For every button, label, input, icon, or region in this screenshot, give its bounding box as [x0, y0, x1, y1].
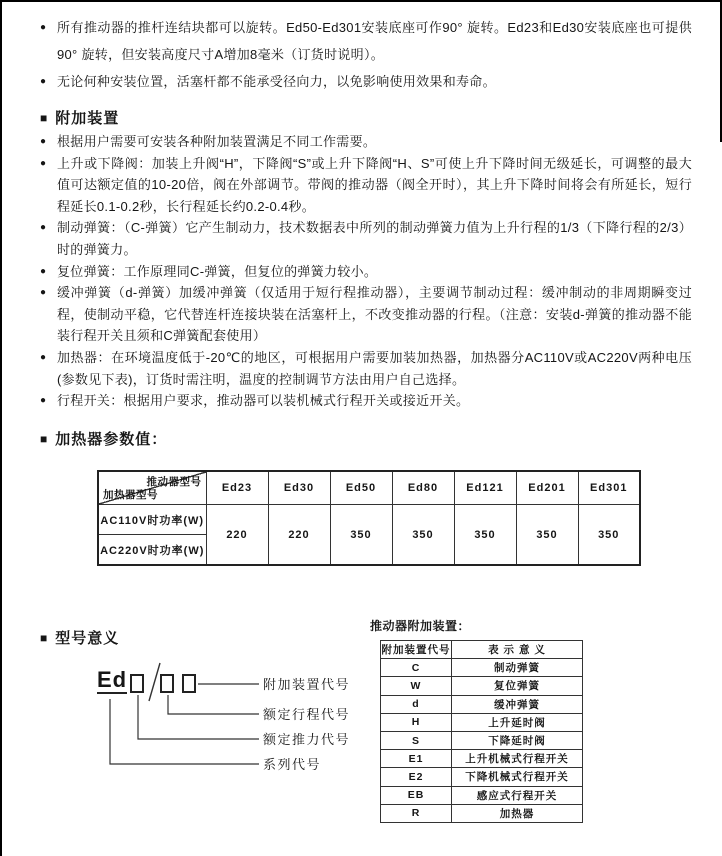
heater-table-column-header: Ed23 — [206, 471, 268, 505]
table-row — [381, 713, 583, 731]
table-row — [381, 695, 583, 713]
accessory-code-cell: EB — [381, 786, 452, 804]
heater-table — [97, 470, 641, 566]
section-title: 型号意义 — [55, 630, 120, 647]
model-accessory-box — [182, 674, 196, 693]
accessories-list — [40, 131, 692, 412]
bullet-icon: ● — [40, 136, 47, 147]
accessory-code-cell: S — [381, 731, 452, 749]
bullet-icon: ● — [40, 222, 47, 234]
model-label-stroke-code: 额定行程代号 — [263, 707, 351, 722]
accessory-codes-column-header: 附加装置代号 — [381, 641, 452, 659]
bullet-icon: ● — [40, 22, 47, 33]
model-series-code: Ed — [97, 667, 128, 692]
heater-table-value-cell: 350 — [330, 505, 392, 566]
accessory-meaning-cell: 感应式行程开关 — [452, 786, 583, 804]
heater-table-column-header: Ed30 — [268, 471, 330, 505]
accessory-code-cell: E1 — [381, 750, 452, 768]
model-thrust-box — [130, 674, 144, 693]
accessory-codes-table — [380, 640, 583, 823]
accessory-code-cell: d — [381, 695, 452, 713]
accessory-meaning-cell: 下降延时阀 — [452, 731, 583, 749]
accessory-meaning-cell: 加热器 — [452, 804, 583, 822]
bullet-icon: ● — [40, 395, 47, 407]
list-item — [40, 14, 692, 68]
accessory-meaning-cell: 下降机械式行程开关 — [452, 768, 583, 786]
table-row — [381, 768, 583, 786]
model-stroke-box — [160, 674, 174, 693]
heater-table-body — [98, 471, 640, 565]
section-header-model — [40, 627, 119, 648]
intro-list — [40, 14, 692, 95]
bullet-text: 复位弹簧：工作原理同C-弹簧，但复位的弹簧力较小。 — [57, 263, 378, 279]
accessory-codes-table-body — [381, 641, 583, 823]
bullet-text: 缓冲弹簧（d-弹簧）加缓冲弹簧（仅适用于短行程推动器），主要调节制动过程：缓冲制动的非周期瞬变过程，使制动平稳，它代替连杆连接块装在活塞杆上，不改变推动器的行程。（注意：安装d-弹簧的推动器不能装行程开关且须和C弹簧配套使用） — [57, 285, 692, 344]
table-row — [381, 731, 583, 749]
accessory-codes-title: 推动器附加装置： — [370, 619, 471, 633]
corner-label-heater-model: 加热器型号 — [103, 489, 158, 501]
accessory-meaning-cell: 缓冲弹簧 — [452, 695, 583, 713]
section-title: 加热器参数值： — [55, 431, 168, 448]
list-item — [40, 68, 692, 95]
heater-table-row — [98, 505, 640, 535]
corner-label-actuator-model: 推动器型号 — [146, 476, 202, 488]
list-item — [40, 131, 692, 153]
heater-table-row-label: AC220V时功率(W) — [98, 535, 206, 566]
section-header-heater — [40, 428, 167, 449]
bullet-icon: ● — [40, 76, 47, 87]
bullet-text: 所有推动器的推杆连结块都可以旋转。Ed50-Ed301安装底座可作90° 旋转。Ed23和Ed30安装底座也可提供90° 旋转，但安装高度尺寸A增加8毫米（订货时说明）。 — [57, 20, 692, 62]
heater-table-corner-cell — [98, 471, 206, 505]
heater-table-value-cell: 350 — [516, 505, 578, 566]
list-item — [40, 153, 692, 218]
heater-table-value-cell: 350 — [578, 505, 640, 566]
heater-table-value-cell: 350 — [392, 505, 454, 566]
bullet-text: 制动弹簧：（C-弹簧）它产生制动力，技术数据表中所列的制动弹簧力值为上升行程的1/3（下降行程的2/3）时的弹簧力。 — [57, 220, 692, 257]
accessory-code-cell: W — [381, 677, 452, 695]
accessory-code-cell: E2 — [381, 768, 452, 786]
heater-table-value-cell: 350 — [454, 505, 516, 566]
table-row — [381, 750, 583, 768]
section-marker-icon: ■ — [40, 111, 49, 125]
heater-table-column-header: Ed80 — [392, 471, 454, 505]
section-marker-icon: ■ — [40, 631, 49, 645]
list-item — [40, 282, 692, 347]
model-label-thrust-code: 额定推力代号 — [263, 732, 351, 747]
section-marker-icon: ■ — [40, 432, 49, 446]
accessory-codes-header-row — [381, 641, 583, 659]
accessory-meaning-cell: 上升延时阀 — [452, 713, 583, 731]
section-header-accessories — [40, 107, 119, 128]
accessory-meaning-cell: 复位弹簧 — [452, 677, 583, 695]
heater-table-column-header: Ed50 — [330, 471, 392, 505]
heater-table-header-row — [98, 471, 640, 505]
heater-table-value-cell: 220 — [268, 505, 330, 566]
heater-table-column-header: Ed121 — [454, 471, 516, 505]
accessory-code-cell: R — [381, 804, 452, 822]
bullet-text: 根据用户需要可安装各种附加装置满足不同工作需要。 — [57, 134, 377, 149]
list-item — [40, 261, 692, 283]
table-row — [381, 677, 583, 695]
heater-table-column-header: Ed301 — [578, 471, 640, 505]
heater-table-row-label: AC110V时功率(W) — [98, 505, 206, 535]
list-item — [40, 217, 692, 260]
accessory-codes-column-header: 表 示 意 义 — [452, 641, 583, 659]
bullet-text: 上升或下降阀：加装上升阀“H”，下降阀“S”或上升下降阀“H、S”可使上升下降时间无级延长，可调整的最大值可达额定值的10-20倍，阀在外部调节。带阀的推动器（阀全开时），其上升下降时间将会有所延长，短行程延长0.1-0.2秒，长行程延长约0.2-0.4秒。 — [57, 155, 692, 214]
list-item — [40, 347, 692, 390]
accessory-meaning-cell: 上升机械式行程开关 — [452, 750, 583, 768]
bullet-icon: ● — [40, 157, 47, 169]
bullet-icon: ● — [40, 351, 47, 363]
table-row — [381, 659, 583, 677]
table-row — [381, 804, 583, 822]
heater-table-value-cell: 220 — [206, 505, 268, 566]
model-label-accessory-code: 附加装置代号 — [263, 677, 351, 692]
model-label-series-code: 系列代号 — [263, 757, 322, 772]
list-item — [40, 390, 692, 412]
bullet-text: 行程开关：根据用户要求，推动器可以装机械式行程开关或接近开关。 — [57, 393, 470, 409]
accessory-code-cell: C — [381, 659, 452, 677]
accessory-meaning-cell: 制动弹簧 — [452, 659, 583, 677]
section-title: 附加装置 — [55, 110, 120, 127]
bullet-text: 无论何种安装位置，活塞杆都不能承受径向力，以免影响使用效果和寿命。 — [57, 74, 496, 89]
accessory-code-cell: H — [381, 713, 452, 731]
bullet-icon: ● — [40, 287, 47, 299]
heater-table-column-header: Ed201 — [516, 471, 578, 505]
table-row — [381, 786, 583, 804]
bullet-icon: ● — [40, 265, 47, 277]
bullet-text: 加热器：在环境温度低于-20℃的地区，可根据用户需要加装加热器，加热器分AC110V或AC220V两种电压(参数见下表)，订货时需注明，温度的控制调节方法由用户自己选择。 — [57, 349, 692, 387]
